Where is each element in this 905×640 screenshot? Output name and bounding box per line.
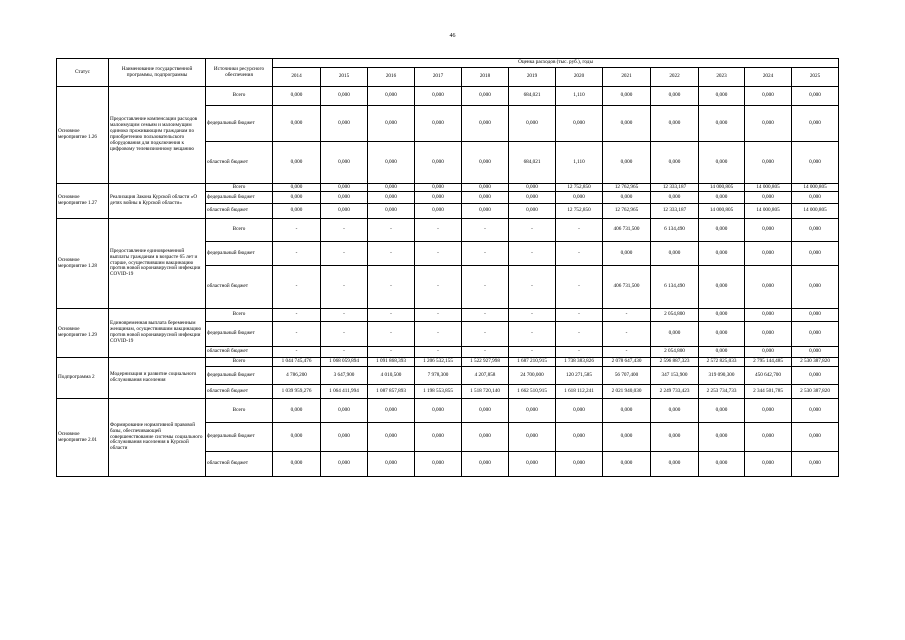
value-cell: - [556, 322, 603, 347]
row-source: областной бюджет [206, 347, 273, 358]
value-cell: - [368, 347, 415, 358]
value-cell: 0,000 [699, 219, 745, 242]
value-cell: 12 333,187 [651, 184, 699, 192]
value-cell: 7 978,300 [415, 367, 462, 385]
value-cell: 1 662 510,915 [509, 385, 556, 399]
value-cell: 0,000 [651, 452, 699, 477]
row-name: Предоставление единовременной выплаты гражданам в возрасте 65 лет и старше, осуществившим вакцинацию против новой коронавирусной инфекции COVID-19 [109, 219, 206, 309]
value-cell: 0,000 [321, 87, 368, 106]
value-cell: 0,000 [273, 399, 321, 423]
value-cell: 0,000 [273, 204, 321, 219]
value-cell: 0,000 [603, 106, 651, 142]
value-cell: 0,000 [603, 87, 651, 106]
header-year: 2024 [745, 68, 792, 87]
value-cell: 14 000,805 [699, 204, 745, 219]
value-cell: 0,000 [509, 452, 556, 477]
value-cell: 0,000 [368, 106, 415, 142]
value-cell: 56 707,400 [603, 367, 651, 385]
value-cell: 6 134,490 [651, 266, 699, 309]
value-cell: 0,000 [699, 452, 745, 477]
value-cell: - [462, 347, 509, 358]
value-cell: - [603, 322, 651, 347]
value-cell: - [556, 347, 603, 358]
value-cell: - [321, 322, 368, 347]
value-cell: 1,110 [556, 87, 603, 106]
value-cell: 0,000 [321, 142, 368, 184]
value-cell: - [368, 219, 415, 242]
value-cell: 0,000 [651, 242, 699, 266]
value-cell: 0,000 [603, 192, 651, 204]
value-cell: - [368, 266, 415, 309]
value-cell: 2 572 825,033 [699, 358, 745, 367]
header-year: 2019 [509, 68, 556, 87]
value-cell: - [415, 219, 462, 242]
value-cell: - [556, 309, 603, 322]
value-cell: 0,000 [792, 142, 839, 184]
value-cell: 0,000 [699, 142, 745, 184]
value-cell: 0,000 [745, 322, 792, 347]
value-cell: 0,000 [321, 399, 368, 423]
value-cell: 0,000 [603, 242, 651, 266]
header-year: 2018 [462, 68, 509, 87]
expenditure-table [56, 58, 839, 477]
value-cell: 0,000 [699, 192, 745, 204]
row-source: федеральный бюджет [206, 106, 273, 142]
value-cell: 1 064 411,994 [321, 385, 368, 399]
row-source: областной бюджет [206, 452, 273, 477]
value-cell: 12 762,965 [603, 184, 651, 192]
header-year: 2021 [603, 68, 651, 87]
value-cell: 0,000 [792, 87, 839, 106]
value-cell: 1 087 857,893 [368, 385, 415, 399]
value-cell: - [273, 242, 321, 266]
value-cell: 0,000 [651, 322, 699, 347]
value-cell: 0,000 [792, 322, 839, 347]
value-cell: 0,000 [368, 87, 415, 106]
value-cell: 0,000 [273, 106, 321, 142]
value-cell: 0,000 [556, 192, 603, 204]
value-cell: 0,000 [699, 322, 745, 347]
value-cell: 0,000 [273, 452, 321, 477]
header-year: 2017 [415, 68, 462, 87]
value-cell: - [462, 322, 509, 347]
value-cell: 0,000 [745, 399, 792, 423]
row-source: Всего [206, 87, 273, 106]
value-cell: 2 344 501,785 [745, 385, 792, 399]
value-cell: 1 738 383,826 [556, 358, 603, 367]
value-cell: - [273, 266, 321, 309]
value-cell: 0,000 [321, 192, 368, 204]
value-cell: 1 206 532,155 [415, 358, 462, 367]
value-cell: 0,000 [792, 399, 839, 423]
value-cell: 1 044 745,476 [273, 358, 321, 367]
value-cell: 0,000 [415, 184, 462, 192]
value-cell: 0,000 [509, 399, 556, 423]
row-status: Основное мероприятие 1.27 [57, 184, 109, 219]
row-name: Формирование нормативной правовой базы, обеспечивающей совершенствование системы социального обслуживания населения в Курской области [109, 399, 206, 477]
row-status: Основное мероприятие 1.29 [57, 309, 109, 358]
value-cell: 0,000 [273, 87, 321, 106]
value-cell: - [273, 219, 321, 242]
value-cell: - [509, 347, 556, 358]
value-cell: 2 596 887,323 [651, 358, 699, 367]
table-body [57, 87, 839, 477]
table-row [57, 184, 839, 192]
value-cell: 12 752,850 [556, 184, 603, 192]
value-cell: 0,000 [556, 423, 603, 452]
value-cell: 0,000 [273, 192, 321, 204]
value-cell: 0,000 [556, 452, 603, 477]
value-cell: 0,000 [321, 204, 368, 219]
value-cell: 1,110 [556, 142, 603, 184]
value-cell: 0,000 [699, 106, 745, 142]
value-cell: 2 249 733,423 [651, 385, 699, 399]
row-status: Основное мероприятие 1.26 [57, 87, 109, 184]
value-cell: - [509, 219, 556, 242]
row-source: областной бюджет [206, 266, 273, 309]
value-cell: 0,000 [699, 242, 745, 266]
value-cell: 0,000 [745, 266, 792, 309]
value-cell: 2 253 734,733 [699, 385, 745, 399]
value-cell: - [273, 309, 321, 322]
row-source: федеральный бюджет [206, 322, 273, 347]
row-name: Модернизация и развитие социального обслуживания населения [109, 358, 206, 399]
value-cell: 0,000 [745, 452, 792, 477]
value-cell: 0,000 [415, 106, 462, 142]
row-source: федеральный бюджет [206, 367, 273, 385]
value-cell: 0,000 [792, 452, 839, 477]
value-cell: 406 731,500 [603, 219, 651, 242]
value-cell: 0,000 [415, 399, 462, 423]
value-cell: - [321, 242, 368, 266]
value-cell: 0,000 [651, 106, 699, 142]
value-cell: - [509, 242, 556, 266]
table-row [57, 219, 839, 242]
value-cell: - [462, 266, 509, 309]
value-cell: 0,000 [792, 192, 839, 204]
value-cell: 0,000 [368, 399, 415, 423]
value-cell: 0,000 [368, 452, 415, 477]
value-cell: 0,000 [415, 452, 462, 477]
value-cell: 684,021 [509, 142, 556, 184]
value-cell: 0,000 [745, 142, 792, 184]
value-cell: 0,000 [462, 399, 509, 423]
value-cell: - [509, 266, 556, 309]
row-source: Всего [206, 219, 273, 242]
page-number: 46 [449, 33, 456, 39]
value-cell: 0,000 [368, 423, 415, 452]
value-cell: 347 153,900 [651, 367, 699, 385]
row-name: Единовременная выплата беременным женщинам, осуществившим вакцинацию против новой коронавирусной инфекции COVID-19 [109, 309, 206, 358]
value-cell: 0,000 [699, 309, 745, 322]
value-cell: - [603, 347, 651, 358]
value-cell: 12 752,850 [556, 204, 603, 219]
value-cell: 0,000 [792, 347, 839, 358]
value-cell: 0,000 [462, 192, 509, 204]
header-year: 2020 [556, 68, 603, 87]
value-cell: 0,000 [415, 192, 462, 204]
value-cell: 450 642,700 [745, 367, 792, 385]
value-cell: 0,000 [368, 192, 415, 204]
value-cell: 0,000 [415, 204, 462, 219]
row-source: Всего [206, 184, 273, 192]
value-cell: 0,000 [603, 142, 651, 184]
value-cell: 1 068 059,894 [321, 358, 368, 367]
value-cell: 0,000 [699, 399, 745, 423]
header-year: 2025 [792, 68, 839, 87]
row-status: Основное мероприятие 2.01 [57, 399, 109, 477]
value-cell: 0,000 [368, 142, 415, 184]
value-cell: 24 700,000 [509, 367, 556, 385]
row-status: Подпрограмма 2 [57, 358, 109, 399]
value-cell: 0,000 [699, 266, 745, 309]
value-cell: 0,000 [745, 309, 792, 322]
value-cell: 0,000 [462, 184, 509, 192]
value-cell: 0,000 [415, 142, 462, 184]
value-cell: 0,000 [745, 347, 792, 358]
value-cell: 0,000 [273, 184, 321, 192]
value-cell: 0,000 [462, 204, 509, 219]
header-sources: Источники ресурсного обеспечения [206, 59, 273, 87]
value-cell: 0,000 [556, 106, 603, 142]
value-cell: 0,000 [745, 106, 792, 142]
row-source: областной бюджет [206, 142, 273, 184]
value-cell: - [462, 309, 509, 322]
value-cell: 0,000 [273, 142, 321, 184]
value-cell: 0,000 [745, 87, 792, 106]
value-cell: 0,000 [462, 106, 509, 142]
value-cell: 2 795 144,485 [745, 358, 792, 367]
value-cell: 1 518 720,140 [462, 385, 509, 399]
value-cell: 0,000 [556, 399, 603, 423]
value-cell: - [462, 242, 509, 266]
value-cell: 6 134,490 [651, 219, 699, 242]
value-cell: 0,000 [792, 367, 839, 385]
value-cell: 0,000 [509, 184, 556, 192]
value-cell: - [415, 266, 462, 309]
value-cell: 14 000,805 [792, 184, 839, 192]
value-cell: 0,000 [462, 142, 509, 184]
header-year: 2016 [368, 68, 415, 87]
value-cell: - [368, 309, 415, 322]
value-cell: 14 000,805 [745, 204, 792, 219]
table-row [57, 309, 839, 322]
row-source: Всего [206, 309, 273, 322]
value-cell: 0,000 [792, 242, 839, 266]
value-cell: 0,000 [792, 309, 839, 322]
value-cell: 0,000 [651, 423, 699, 452]
row-source: областной бюджет [206, 204, 273, 219]
header-name: Наименование государственной программы, подпрограммы [109, 59, 206, 87]
table-row [57, 87, 839, 106]
value-cell: - [509, 309, 556, 322]
value-cell: 0,000 [792, 219, 839, 242]
value-cell: 14 000,805 [792, 204, 839, 219]
value-cell: - [415, 347, 462, 358]
value-cell: 2 530 387,820 [792, 385, 839, 399]
value-cell: 12 333,187 [651, 204, 699, 219]
row-name: Предоставление компенсации расходов малоимущим семьям и малоимущим одиноко проживающим гражданам по приобретению пользовательского оборудования для подключения к цифровому телевизионному вещанию [109, 87, 206, 184]
value-cell: 0,000 [745, 192, 792, 204]
row-source: Всего [206, 358, 273, 367]
value-cell: - [368, 242, 415, 266]
row-name: Реализация Закона Курской области «О детях войны в Курской области» [109, 184, 206, 219]
value-cell: 0,000 [745, 423, 792, 452]
value-cell: 0,000 [368, 204, 415, 219]
header-status: Статус [57, 59, 109, 87]
value-cell: 0,000 [603, 452, 651, 477]
value-cell: 2 054,800 [651, 347, 699, 358]
value-cell: 406 731,500 [603, 266, 651, 309]
table-row [57, 358, 839, 367]
value-cell: - [273, 347, 321, 358]
value-cell: 0,000 [509, 106, 556, 142]
value-cell: 14 000,805 [699, 184, 745, 192]
row-source: областной бюджет [206, 385, 273, 399]
value-cell: 0,000 [745, 219, 792, 242]
row-source: Всего [206, 399, 273, 423]
value-cell: 1 618 112,241 [556, 385, 603, 399]
value-cell: 4 010,500 [368, 367, 415, 385]
value-cell: 0,000 [321, 452, 368, 477]
value-cell: 0,000 [415, 423, 462, 452]
row-source: федеральный бюджет [206, 423, 273, 452]
value-cell: 0,000 [651, 142, 699, 184]
value-cell: 0,000 [509, 423, 556, 452]
value-cell: 14 000,805 [745, 184, 792, 192]
value-cell: - [415, 322, 462, 347]
header-year: 2022 [651, 68, 699, 87]
value-cell: 0,000 [651, 192, 699, 204]
value-cell: 0,000 [651, 87, 699, 106]
value-cell: - [415, 309, 462, 322]
value-cell: 0,000 [651, 399, 699, 423]
value-cell: 1 039 959,276 [273, 385, 321, 399]
value-cell: - [368, 322, 415, 347]
header-year: 2023 [699, 68, 745, 87]
value-cell: 0,000 [462, 423, 509, 452]
value-cell: - [556, 266, 603, 309]
header-year: 2014 [273, 68, 321, 87]
value-cell: 0,000 [699, 423, 745, 452]
value-cell: 0,000 [273, 423, 321, 452]
value-cell: 2 054,800 [651, 309, 699, 322]
value-cell: 0,000 [321, 423, 368, 452]
row-status: Основное мероприятие 1.28 [57, 219, 109, 309]
value-cell: 0,000 [462, 452, 509, 477]
value-cell: 12 762,965 [603, 204, 651, 219]
value-cell: 684,021 [509, 87, 556, 106]
value-cell: 3 647,900 [321, 367, 368, 385]
value-cell: 0,000 [509, 192, 556, 204]
value-cell: 0,000 [603, 399, 651, 423]
value-cell: 0,000 [321, 106, 368, 142]
value-cell: 1 522 927,998 [462, 358, 509, 367]
value-cell: 0,000 [792, 266, 839, 309]
value-cell: - [556, 242, 603, 266]
value-cell: 0,000 [699, 347, 745, 358]
value-cell: - [273, 322, 321, 347]
value-cell: 0,000 [509, 204, 556, 219]
value-cell: - [321, 219, 368, 242]
value-cell: - [603, 309, 651, 322]
table-row [57, 399, 839, 423]
value-cell: 0,000 [368, 184, 415, 192]
row-source: федеральный бюджет [206, 192, 273, 204]
value-cell: 1 198 553,855 [415, 385, 462, 399]
value-cell: 120 271,585 [556, 367, 603, 385]
row-source: федеральный бюджет [206, 242, 273, 266]
value-cell: 4 207,858 [462, 367, 509, 385]
value-cell: 0,000 [321, 184, 368, 192]
value-cell: 319 090,300 [699, 367, 745, 385]
value-cell: - [321, 266, 368, 309]
value-cell: 0,000 [415, 87, 462, 106]
header-year: 2015 [321, 68, 368, 87]
value-cell: - [556, 219, 603, 242]
value-cell: - [462, 219, 509, 242]
value-cell: 0,000 [792, 423, 839, 452]
value-cell: - [509, 322, 556, 347]
value-cell: 0,000 [699, 87, 745, 106]
value-cell: - [415, 242, 462, 266]
value-cell: 1 091 868,393 [368, 358, 415, 367]
value-cell: 2 530 387,820 [792, 358, 839, 367]
value-cell: 0,000 [745, 242, 792, 266]
value-cell: 2 078 647,430 [603, 358, 651, 367]
value-cell: - [321, 347, 368, 358]
value-cell: - [321, 309, 368, 322]
value-cell: 1 687 210,915 [509, 358, 556, 367]
value-cell: 0,000 [792, 106, 839, 142]
value-cell: 4 786,200 [273, 367, 321, 385]
value-cell: 2 021 940,030 [603, 385, 651, 399]
value-cell: 0,000 [462, 87, 509, 106]
value-cell: 0,000 [603, 423, 651, 452]
header-estimate: Оценка расходов (тыс. руб.), годы [273, 59, 839, 68]
